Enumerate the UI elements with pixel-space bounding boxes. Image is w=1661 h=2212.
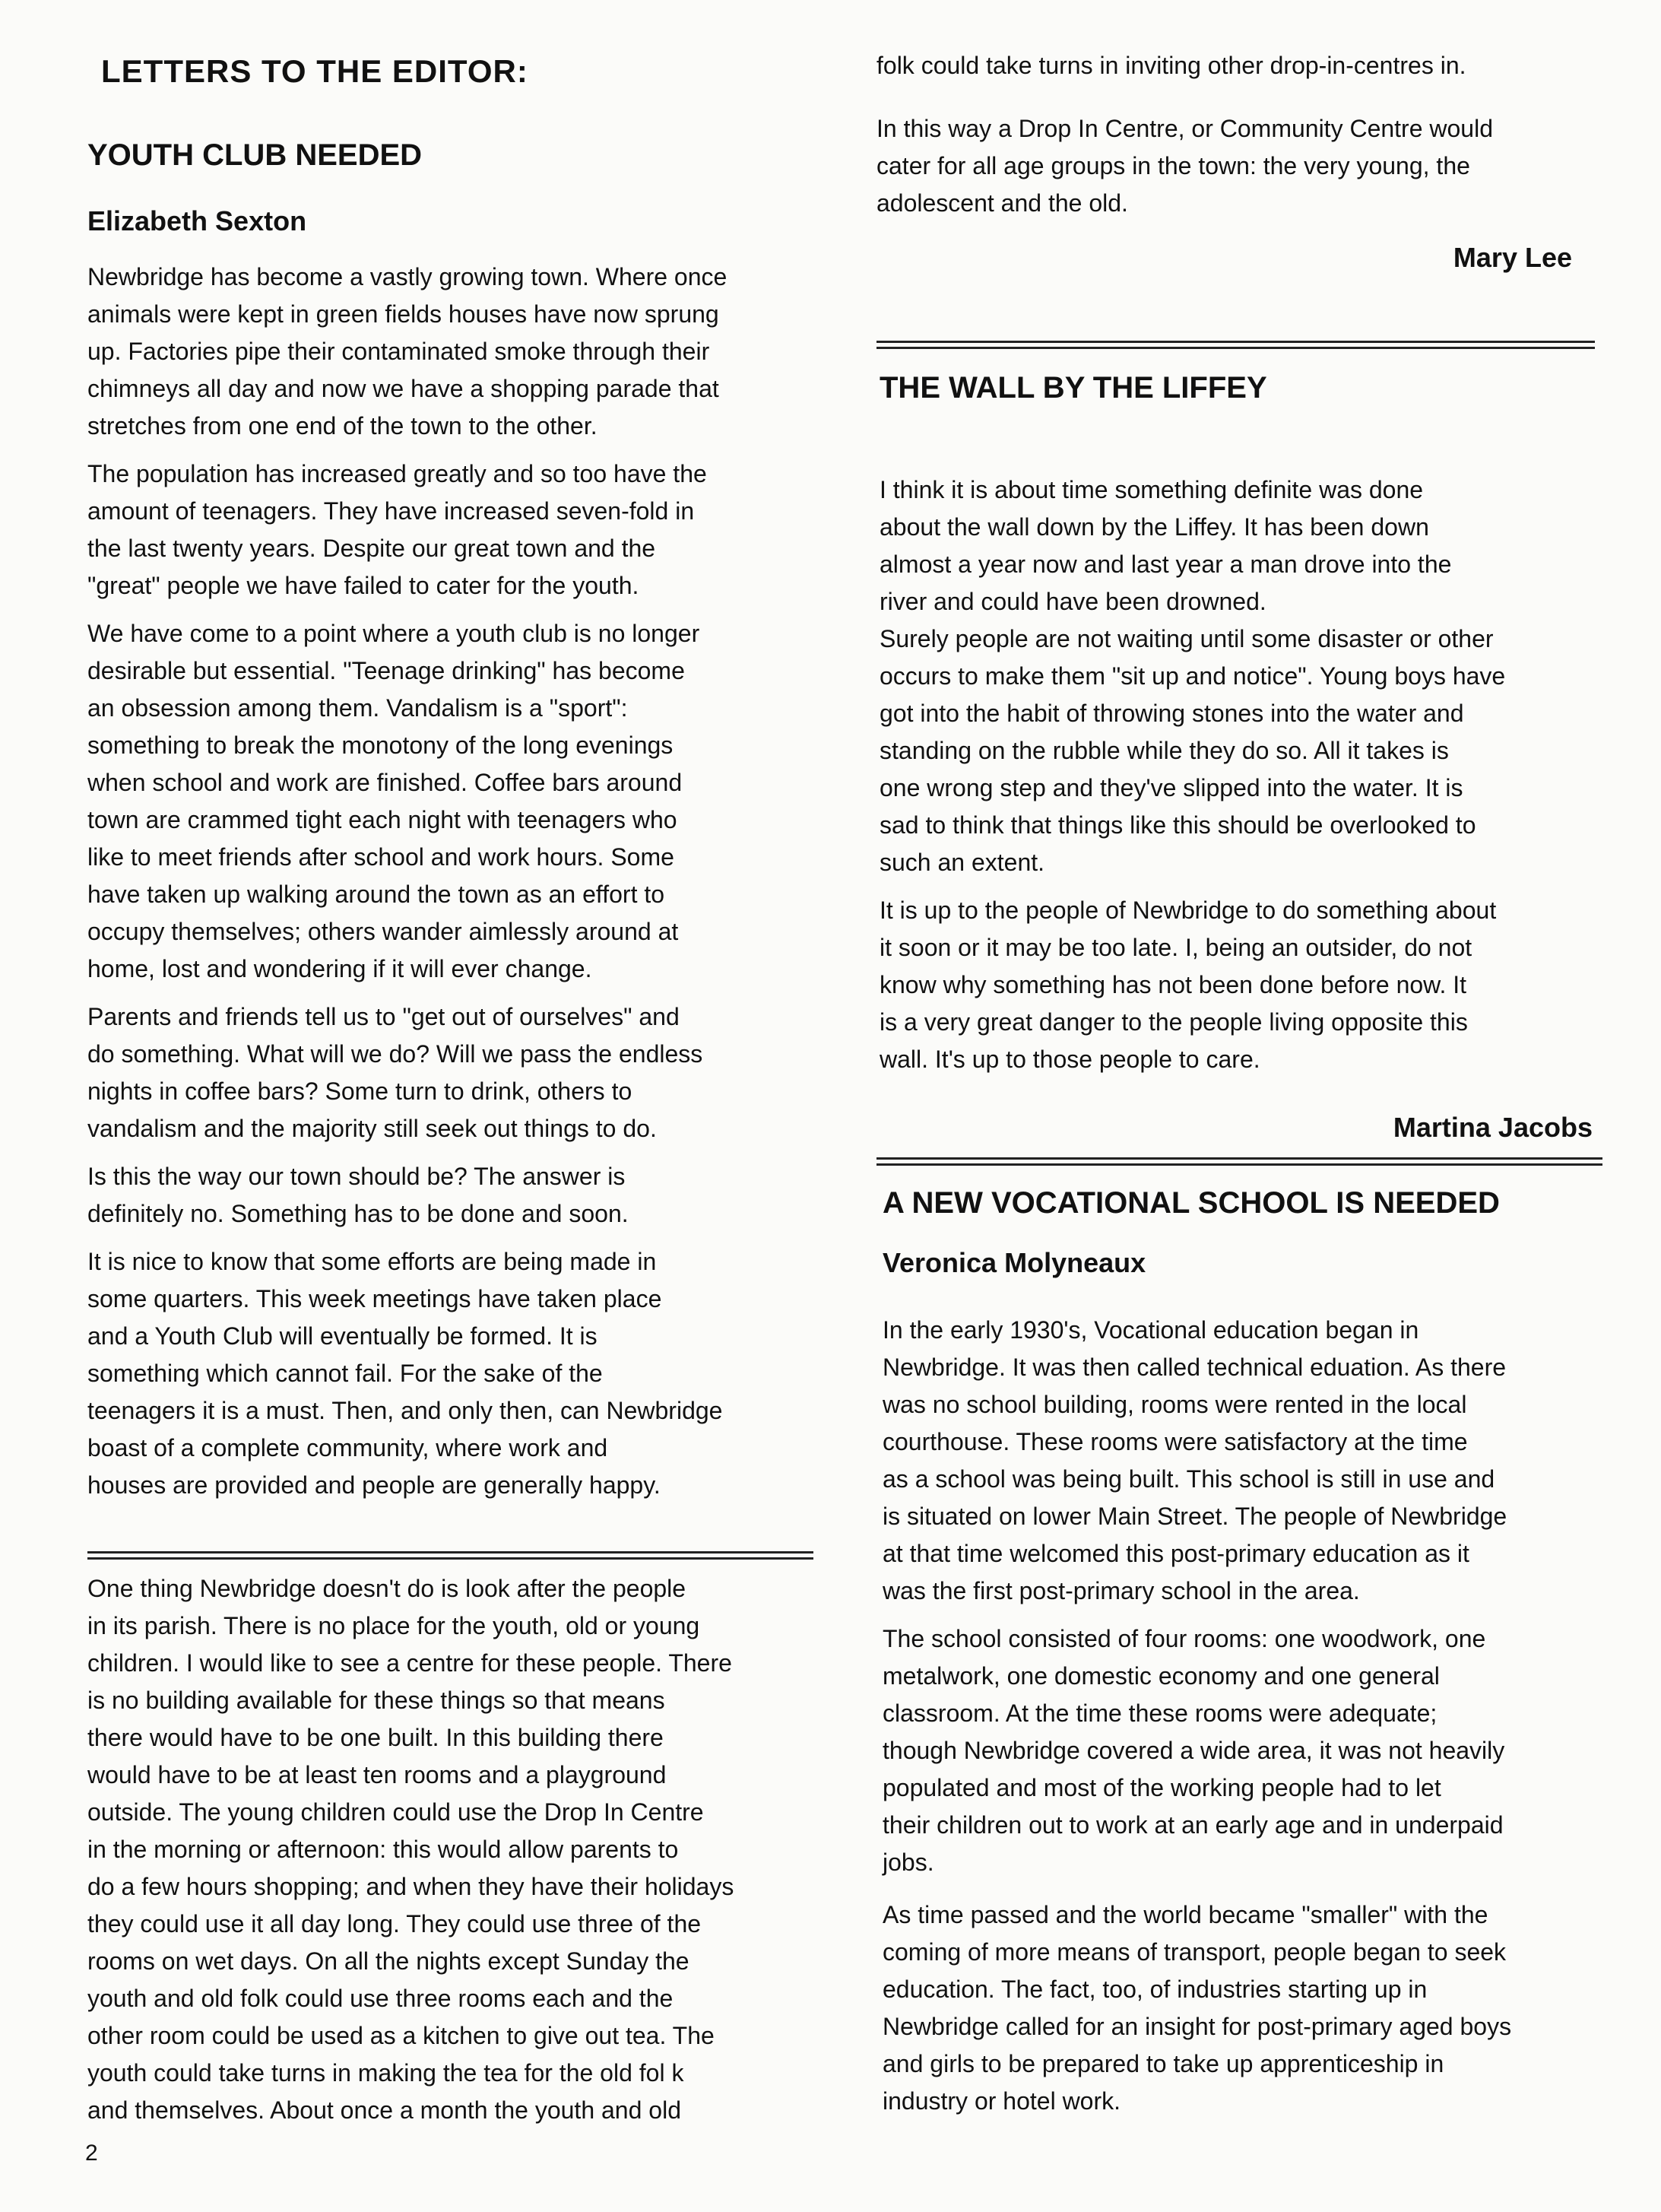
text-line: have taken up walking around the town as an effort to	[87, 881, 665, 908]
paragraph	[880, 892, 1505, 1078]
youth-club-title: YOUTH CLUB NEEDED	[87, 138, 423, 172]
text-line: rooms on wet days. On all the nights except Sunday the	[87, 1947, 689, 1975]
text-line: vandalism and the majority still seek out things to do.	[87, 1115, 657, 1142]
text-line: Surely people are not waiting until some disaster or other	[880, 625, 1494, 652]
text-line: town are crammed tight each night with teenagers who	[87, 806, 677, 833]
centre-letter-continued	[876, 47, 1466, 84]
paragraph	[87, 1243, 727, 1504]
text-line: was the first post-primary school in the area.	[883, 1577, 1360, 1604]
wall-body	[880, 471, 1505, 1078]
text-line: desirable but essential. "Teenage drinking" has become	[87, 657, 685, 684]
paragraph	[87, 1158, 727, 1233]
text-line: metalwork, one domestic economy and one general	[883, 1662, 1440, 1690]
text-line: is no building available for these things so that means	[87, 1687, 665, 1714]
paragraph	[883, 1620, 1511, 1881]
text-line: such an extent.	[880, 849, 1045, 876]
text-line: their children out to work at an early age and in underpaid	[883, 1811, 1504, 1839]
youth-club-body	[87, 259, 727, 1504]
text-line: they could use it all day long. They could use three of the	[87, 1910, 702, 1937]
text-line: As time passed and the world became "smaller" with the	[883, 1901, 1488, 1928]
text-line: do a few hours shopping; and when they have their holidays	[87, 1873, 734, 1900]
text-line: Parents and friends tell us to "get out of ourselves" and	[87, 1003, 680, 1030]
wall-title: THE WALL BY THE LIFFEY	[880, 371, 1267, 405]
section-divider	[876, 1157, 1602, 1166]
text-line: occupy themselves; others wander aimlessly around at	[87, 918, 679, 945]
vocational-body	[883, 1312, 1511, 2120]
vocational-title: A NEW VOCATIONAL SCHOOL IS NEEDED	[883, 1186, 1500, 1220]
text-line: in its parish. There is no place for the youth, old or young	[87, 1612, 700, 1639]
signature-martina-jacobs: Martina Jacobs	[1393, 1112, 1593, 1143]
text-line: up. Factories pipe their contaminated smoke through their	[87, 338, 710, 365]
text-line: home, lost and wondering if it will ever change.	[87, 955, 592, 982]
text-line: at that time welcomed this post-primary education as it	[883, 1540, 1469, 1567]
text-line: Newbridge has become a vastly growing town. Where once	[87, 263, 727, 290]
text-line: It is up to the people of Newbridge to do something about	[880, 897, 1497, 924]
text-line: industry or hotel work.	[883, 2087, 1121, 2115]
paragraph	[87, 998, 727, 1147]
text-line: there would have to be one built. In this building there	[87, 1724, 664, 1751]
text-line: nights in coffee bars? Some turn to drink, others to	[87, 1077, 632, 1105]
paragraph	[87, 455, 727, 605]
text-line: something which cannot fail. For the sake of the	[87, 1360, 603, 1387]
text-line: was no school building, rooms were rented in the local	[883, 1391, 1467, 1418]
paragraph	[880, 620, 1505, 881]
text-line: is situated on lower Main Street. The people of Newbridge	[883, 1503, 1507, 1530]
paragraph	[883, 1312, 1511, 1610]
text-line: classroom. At the time these rooms were adequate;	[883, 1699, 1438, 1727]
text-line: one wrong step and they've slipped into the water. It is	[880, 774, 1463, 801]
section-divider	[876, 341, 1595, 349]
text-line: children. I would like to see a centre for these people. There	[87, 1649, 732, 1677]
text-line: In this way a Drop In Centre, or Community Centre would	[876, 115, 1493, 142]
text-line: jobs.	[883, 1849, 934, 1876]
page-number: 2	[85, 2141, 98, 2166]
text-line: adolescent and the old.	[876, 189, 1128, 217]
text-line: folk could take turns in inviting other drop-in-centres in.	[876, 52, 1466, 79]
paragraph	[883, 1896, 1511, 2120]
text-line: Is this the way our town should be? The answer is	[87, 1163, 626, 1190]
text-line: though Newbridge covered a wide area, it was not heavily	[883, 1737, 1505, 1764]
text-line: would have to be at least ten rooms and a playground	[87, 1761, 667, 1788]
text-line: definitely no. Something has to be done and soon.	[87, 1200, 629, 1227]
text-line: "great" people we have failed to cater for the youth.	[87, 572, 639, 599]
text-line: teenagers it is a must. Then, and only then, can Newbridge	[87, 1397, 723, 1424]
text-line: coming of more means of transport, people began to seek	[883, 1938, 1507, 1966]
text-line: The school consisted of four rooms: one woodwork, one	[883, 1625, 1486, 1652]
text-line: some quarters. This week meetings have taken place	[87, 1285, 662, 1312]
paragraph	[87, 259, 727, 445]
text-line: and girls to be prepared to take up apprenticeship in	[883, 2050, 1444, 2077]
text-line: know why something has not been done before now. It	[880, 971, 1467, 998]
text-line: chimneys all day and now we have a shopping parade that	[87, 375, 719, 402]
text-line: sad to think that things like this should be overlooked to	[880, 811, 1476, 839]
text-line: got into the habit of throwing stones into the water and	[880, 700, 1464, 727]
text-line: populated and most of the working people had to let	[883, 1774, 1441, 1801]
text-line: other room could be used as a kitchen to give out tea. The	[87, 2022, 715, 2049]
text-line: I think it is about time something definite was done	[880, 476, 1424, 503]
text-line: houses are provided and people are generally happy.	[87, 1471, 661, 1499]
text-line: about the wall down by the Liffey. It has been down	[880, 513, 1429, 541]
text-line: youth could take turns in making the tea for the old fol k	[87, 2059, 684, 2087]
paragraph	[87, 615, 727, 988]
text-line: It is nice to know that some efforts are being made in	[87, 1248, 657, 1275]
paragraph	[880, 471, 1505, 620]
text-line: standing on the rubble while they do so. All it takes is	[880, 737, 1449, 764]
text-line: is a very great danger to the people living opposite this	[880, 1008, 1468, 1036]
text-line: occurs to make them "sit up and notice". Young boys have	[880, 662, 1506, 690]
text-line: as a school was being built. This school is still in use and	[883, 1465, 1495, 1493]
youth-club-author: Elizabeth Sexton	[87, 205, 307, 236]
vocational-author: Veronica Molyneaux	[883, 1247, 1146, 1278]
text-line: almost a year now and last year a man drove into the	[880, 551, 1452, 578]
text-line: cater for all age groups in the town: the very young, the	[876, 152, 1470, 179]
text-line: the last twenty years. Despite our great town and the	[87, 535, 656, 562]
text-line: youth and old folk could use three rooms each and the	[87, 1985, 674, 2012]
signature-mary-lee: Mary Lee	[1453, 242, 1572, 273]
text-line: do something. What will we do? Will we pass the endless	[87, 1040, 703, 1068]
page-header: LETTERS TO THE EDITOR:	[101, 53, 528, 89]
text-line: boast of a complete community, where work and	[87, 1434, 608, 1461]
text-line: We have come to a point where a youth club is no longer	[87, 620, 700, 647]
text-line: it soon or it may be too late. I, being an outsider, do not	[880, 934, 1472, 961]
text-line: outside. The young children could use the Drop In Centre	[87, 1798, 704, 1826]
centre-letter-closing	[876, 110, 1493, 222]
text-line: an obsession among them. Vandalism is a "sport":	[87, 694, 628, 722]
text-line: Newbridge called for an insight for post-primary aged boys	[883, 2013, 1512, 2040]
text-line: One thing Newbridge doesn't do is look after the people	[87, 1575, 686, 1602]
text-line: in the morning or afternoon: this would allow parents to	[87, 1836, 679, 1863]
text-line: and themselves. About once a month the youth and old	[87, 2096, 681, 2124]
text-line: when school and work are finished. Coffee bars around	[87, 769, 683, 796]
text-line: amount of teenagers. They have increased seven-fold in	[87, 497, 695, 525]
text-line: In the early 1930's, Vocational education began in	[883, 1316, 1419, 1344]
text-line: education. The fact, too, of industries starting up in	[883, 1976, 1428, 2003]
text-line: and a Youth Club will eventually be formed. It is	[87, 1322, 598, 1350]
text-line: river and could have been drowned.	[880, 588, 1266, 615]
text-line: courthouse. These rooms were satisfactory at the time	[883, 1428, 1468, 1455]
text-line: animals were kept in green fields houses have now sprung	[87, 300, 719, 328]
text-line: stretches from one end of the town to the other.	[87, 412, 598, 440]
text-line: The population has increased greatly and so too have the	[87, 460, 707, 487]
text-line: like to meet friends after school and work hours. Some	[87, 843, 674, 871]
text-line: Newbridge. It was then called technical eduation. As there	[883, 1354, 1507, 1381]
section-divider	[87, 1551, 813, 1560]
centre-letter-body	[87, 1570, 734, 2129]
text-line: something to break the monotony of the long evenings	[87, 732, 674, 759]
text-line: wall. It's up to those people to care.	[880, 1046, 1260, 1073]
